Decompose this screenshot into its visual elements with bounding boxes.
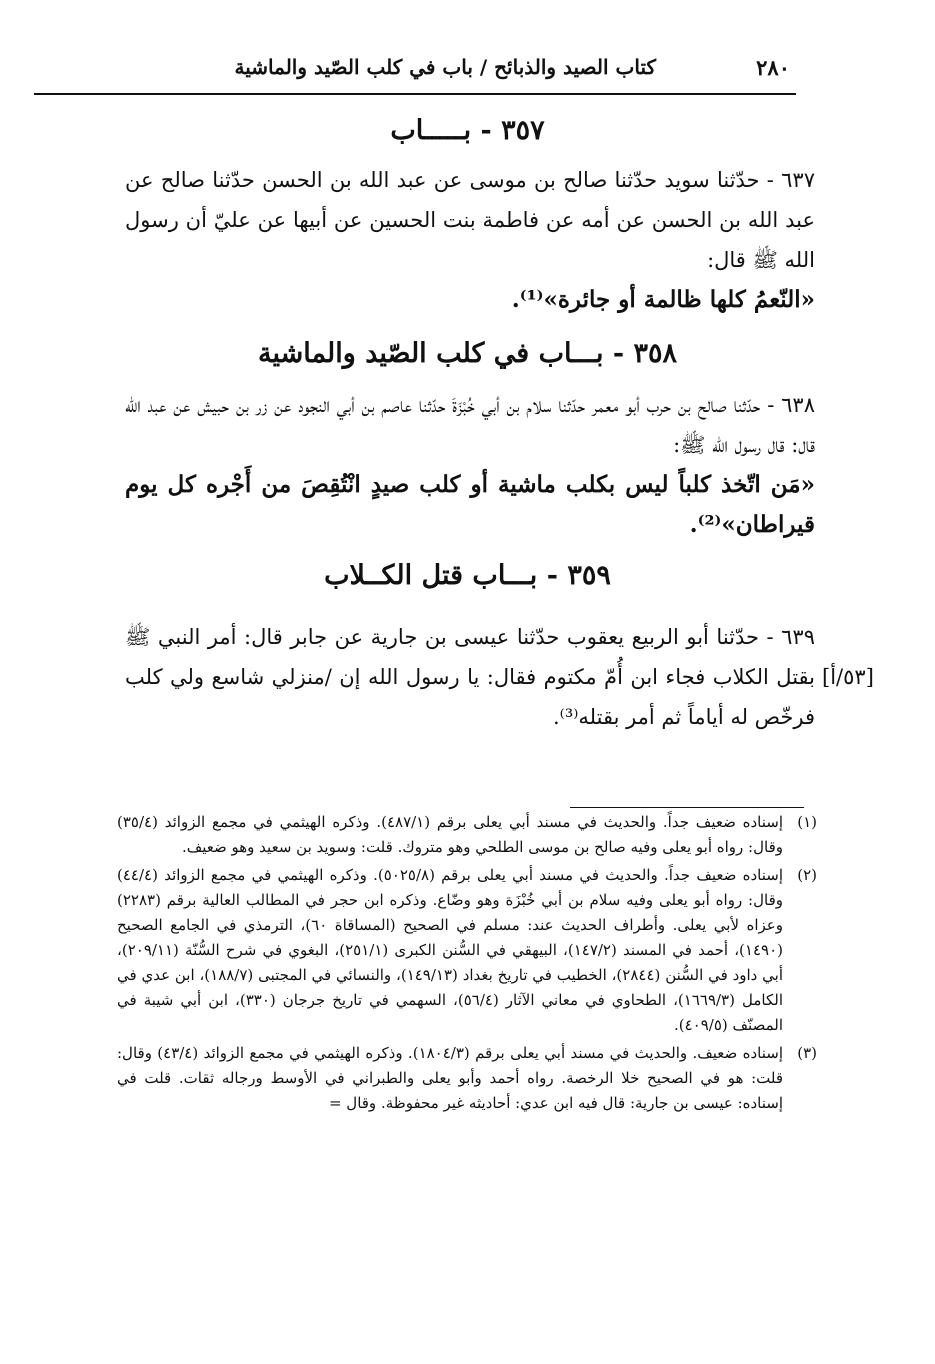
hadith-637-quote: «النّعمُ كلها ظالمة أو جائرة»⁽¹⁾. xyxy=(511,286,815,313)
hadith-638-quote: «مَن اتّخذ كلباً ليس بكلب ماشية أو كلب صيدٍ انْتُقِصَ من أَجْره كل يوم قيراطان»⁽²⁾. xyxy=(125,471,815,538)
footnote-3 xyxy=(117,1041,817,1116)
page-number: ٢٨٠ xyxy=(756,55,790,80)
hadith-638 xyxy=(125,385,815,545)
hadith-639-text: ٦٣٩ - حدّثنا أبو الربيع يعقوب حدّثنا عيسى بن جارية عن جابر قال: أمر النبي ﷺ بقتل الكلاب فجاء ابن أُمّ مكتوم فقال: يا رسول الله إن /منزلي شاسع ولي كلب فرخّص له أياماً ثم أمر بقتله⁽³⁾. xyxy=(125,625,815,729)
hadith-638-text: ٦٣٨ - حدّثنا صالح بن حرب أبو معمر حدّثنا سلام بن أبي خُبْزَةَ حدّثنا عاصم بن أبي النجود عن زر بن حبيش عن عبد الله قال: قال رسول الله ﷺ: xyxy=(125,393,815,457)
footnote-number: (١) xyxy=(797,813,817,831)
hadith-637 xyxy=(125,160,815,320)
footnote-separator xyxy=(570,807,804,808)
section-heading-358: ٣٥٨ - بـــاب في كلب الصّيد والماشية xyxy=(257,338,678,369)
footnote-number: (٢) xyxy=(797,866,817,884)
section-heading-357: ٣٥٧ - بـــــاب xyxy=(390,115,545,146)
manuscript-folio-marker: [٥٣/أ] xyxy=(822,665,874,689)
page-header xyxy=(34,45,796,95)
footnote-text: إسناده ضعيف. والحديث في مسند أبي يعلى برقم (١٨٠٤/٣). وذكره الهيثمي في مجمع الزوائد (٤٣/٤) وقال: قلت: هو في الصحيح خلا الرخصة. رواه أحمد وأبو يعلى والطبراني في الأوسط ورجاله ثقات. قلت في إسناده: عيسى بن جارية: قال فيه ابن عدي: أحاديثه غير محفوظة. وقال = xyxy=(117,1044,783,1112)
footnote-number: (٣) xyxy=(797,1044,817,1062)
hadith-637-text: ٦٣٧ - حدّثنا سويد حدّثنا صالح بن موسى عن عبد الله بن الحسن حدّثنا صالح عن عبد الله بن الحسن عن أمه عن فاطمة بنت الحسين عن أبيها عن عليّ أن رسول الله ﷺ قال: xyxy=(125,168,815,272)
section-heading-359: ٣٥٩ - بـــاب قتل الكــلاب xyxy=(324,560,611,591)
footnote-1 xyxy=(117,810,817,860)
footnote-2 xyxy=(117,863,817,1038)
footnotes xyxy=(117,810,817,1116)
running-title: كتاب الصيد والذبائح / باب في كلب الصّيد والماشية xyxy=(234,55,656,79)
hadith-639 xyxy=(125,617,815,737)
footnote-text: إسناده ضعيف جداً. والحديث في مسند أبي يعلى برقم (٤٨٧/١). وذكره الهيثمي في مجمع الزوائد (٣٥/٤) وقال: رواه أبو يعلى وفيه صالح بن موسى الطلحي وهو متروك. قلت: وسويد بن سعيد وهو ضعيف. xyxy=(117,813,783,856)
footnote-text: إسناده ضعيف جداً. والحديث في مسند أبي يعلى برقم (٥٠٢٥/٨). وذكره الهيثمي في مجمع الزوائد (٤٤/٤) وقال: رواه أبو يعلى وفيه سلام بن أبي خُبْزَة وهو وضّاع. وذكره ابن حجر في المطالب العالية برقم (٢٢٨٣) وعزاه لأبي يعلى. وأطراف الحديث عند: مسلم في الصحيح (المساقاة ٦٠)، الترمذي في الجامع الصحيح (١٤٩٠)، أحمد في المسند (١٤٧/٢)، البيهقي في السُّنن الكبرى (٢٥١/١)، البغوي في شرح السُّنّة (٢٠٩/١١)، أبي داود في السُّنن (٢٨٤٤)، الخطيب في تاريخ بغداد (١٤٩/١٣)، والنسائي في المجتبى (١٨٨/٧)، ابن عدي في الكامل (١٦٦٩/٣)، الطحاوي في معاني الآثار (٥٦/٤)، السهمي في تاريخ جرجان (٣٣٠)، ابن أبي شيبة في المصنّف (٤٠٩/٥). xyxy=(117,866,783,1034)
